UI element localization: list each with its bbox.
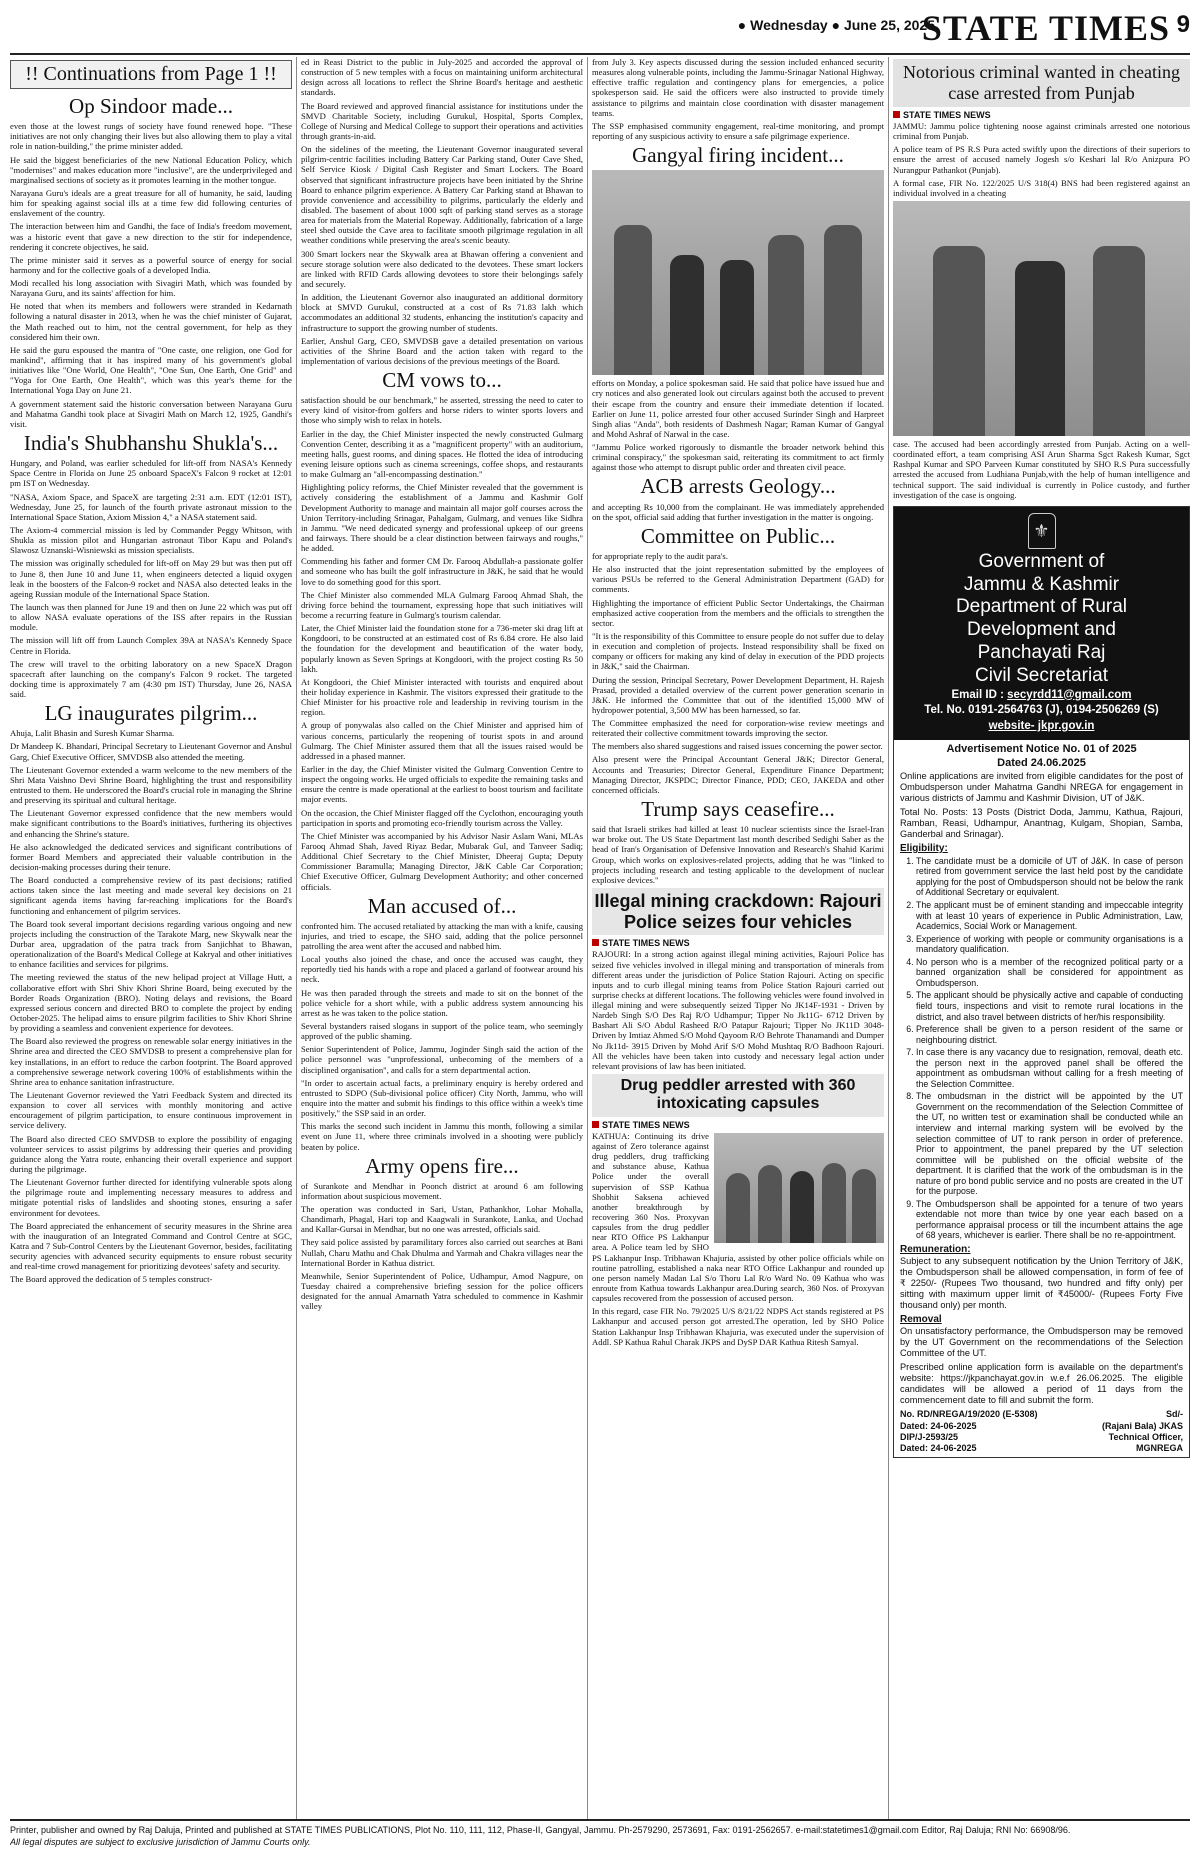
paragraph: Dr Mandeep K. Bhandari, Principal Secretary to Lieutenant Governor and Anshul Garg, Chief Executive Officer, SMVDSB also attended the meeting.	[10, 741, 292, 762]
headline-committee-public: Committee on Public...	[640, 523, 836, 548]
paragraph: The meeting reviewed the status of the new helipad project at Village Hutt, a collaborative effort with Shri Shiv Khori Shrine Board, being executed by the Border Roads Organization (BRO). Noting delays and revisions, the Board expressed serious concern and directed BRO to complete the project by ending October-2025. The helipad aims to ensure pilgrim facilities to Shiv Khori Shrine by providing a seamless and convenient experience for devotees.	[10, 972, 292, 1034]
ad-body	[894, 740, 1189, 1457]
paragraph: The prime minister said it serves as a powerful source of energy for social harmony and for the collective goals of a developed India.	[10, 254, 292, 275]
masthead	[10, 5, 1190, 55]
headline-illegal-mining: Illegal mining crackdown: Rajouri Police seizes four vehicles	[592, 888, 884, 935]
headline-acb-arrests: ACB arrests Geology...	[640, 474, 836, 499]
paragraph: case. The accused had been accordingly arrested from Punjab. Acting on a well-coordinated effort, a team comprising ASI Arun Sharma Sgct Rakesh Kumar, Sgct Rashpal Kumar and SPO Parveen Kumar constituted by SHO R.S Pura successfully arrested the accused from Ludhiana Punjab,with the help of human intelligence and technical support. The said individual is currently in Police custody, and further investigation of the case is ongoing.	[893, 438, 1190, 500]
paragraph: "In order to ascertain actual facts, a preliminary enquiry is hereby ordered and entrusted to SDPO (Sub-divisional police officer) City North, Jammu, who will enquire into the matter and submit his findings to this office within a week's time positively," the SSP said in an order.	[301, 1077, 583, 1119]
paragraph: The Board reviewed and approved financial assistance for institutions under the SMVD Charitable Society, including Gurukul, Hospital, Sports Complex, College of Nursing and Medical College to support their operations and activities through grants-in-aid.	[301, 100, 583, 141]
ad-application-form: Prescribed online application form is available on the department's website: https://jkpanchayat.gov.in w.e.f 26.06.2025. The eligible candidates will be allowed a period of 11 days from the commencement date to fill and submit the form.	[900, 1362, 1183, 1406]
ad-eligibility-heading: Eligibility:	[900, 842, 948, 854]
paragraph: He also instructed that the joint representation submitted by the employees of various PSUs be referred to the General Administration Department (GAD) for comments.	[592, 564, 884, 595]
list-item: 8. The ombudsman in the district will be appointed by the UT Government on the recommendation of the Selection Committee of the UT, no written test or examination shall be conducted while an interview and internal marking system will be evolved by the selection committee of UT to rank person in order of preference. Prior to appointment, the panel prepared by the UT selection committee will be published on the official website of the department. It is clarified that the work of the ombudsman is in the nature of pro bond public service and no posts are created in the UT for the purpose.	[916, 1091, 1183, 1196]
paragraph: During the session, Principal Secretary, Power Development Department, H. Rajesh Prasad, provided a detailed overview of the current power generation scenario in J&K. He informed the Committee that out of the identified 15,000 MW of hydropower potential, 3,500 MW has been harnessed, so far.	[592, 674, 884, 715]
headline-op-sindoor: Op Sindoor made...	[69, 94, 233, 118]
ad-remuneration-heading: Remuneration:	[900, 1243, 971, 1255]
paragraph: At Kongdoori, the Chief Minister interacted with tourists and enquired about their holiday experience in Kashmir. The visitors expressed their gratitude to the Chief Minister for his proactive role and leadership in reviving tourism in the region.	[301, 676, 583, 718]
paragraph: KATHUA: Continuing its drive against of Zero tolerance against drug peddlers, drug trafficking and substance abuse, Kathua Police under the overall supervision of SSP Kathua Shobhit Saksena achieved another breakthrough by recovering 360 Nos. Proxyvan capsules from the drug peddler near RTO Office PS Lakhanpur area. A Police team led by SHO PS Lakhanpur Insp. Tribhawan Khajuria, assisted by other police officials while on routine patrolling, established a naka near RTO Office Lakhanpur and rounded up one person namely Madan Lal S/o Thoru Lal R/o Ward No. 09 Kathua who was enroute from Kathua towards Lakhanpur area.During search, 360 Nos. of Proxyvan capsules recovered from the possession of accused person.	[592, 1130, 884, 1304]
paragraph: Several bystanders raised slogans in support of the police team, who seemingly approved of the public shaming.	[301, 1021, 583, 1042]
ad-signature-block: No. RD/NREGA/19/2020 (E-5308) Dated: 24-06-2025 DIP/J-2593/25 Dated: 24-06-2025 Sd/- (Rajani Bala) JKAS Technical Officer, MGNREGA	[900, 1409, 1183, 1454]
headline-drug-peddler: Drug peddler arrested with 360 intoxicating capsules	[592, 1074, 884, 1117]
paragraph: Earlier in the day, the Chief Minister visited the Gulmarg Convention Centre to inspect the ongoing works. He urged officials to expedite the remaining tasks and ensure the centre is made operational at the earliest to boost tourism and facilitate major events.	[301, 763, 583, 805]
paragraph: He said the guru espoused the mantra of "One caste, one religion, one God for mankind", affirming that it has inspired many of his government's global initiatives like "One World, One Health", "One Sun, One Earth, One Grid" and "Yoga for One Earth, One Health", which was this year's theme for the International Yoga Day on June 21.	[10, 344, 292, 396]
paragraph: Hungary, and Poland, was earlier scheduled for lift-off from NASA's Kennedy Space Centre in Florida on June 25 onboard SpaceX's Falcon 9 rocket at 12:01 pm IST on Wednesday.	[10, 458, 292, 489]
paragraph: The Lieutenant Governor further directed for identifying vulnerable spots along the pilgrimage route and implementing necessary measures to address and mitigate potential risks of landslides and shooting stones, ensuring a safer environment for devotees.	[10, 1177, 292, 1218]
headline-cm-vows: CM vows to...	[382, 368, 502, 393]
police-group-photo	[592, 170, 884, 375]
paragraph: "NASA, Axiom Space, and SpaceX are targeting 2:31 a.m. EDT (12:01 IST), Wednesday, June 25, for launch of the fourth private astronaut mission to the International Space Station, Axiom Mission 4," a NASA statement said.	[10, 491, 292, 522]
byline: STATE TIMES NEWS	[592, 1120, 884, 1130]
paragraph: The Board took several important decisions regarding various ongoing and new projects including the construction of the Tarakote Marg, new Skywalk near the Durbar area, upgradation of the patra track from Sanjichhat to Bhawan, operationalization of the Board's Medical College at Kakryal and other initiatives to enhance facilities and services for pilgrims.	[10, 918, 292, 970]
jurisdiction-line: All legal disputes are subject to exclusive jurisdiction of Jammu Courts only.	[10, 1837, 311, 1848]
paragraph: In this regard, case FIR No. 79/2025 U/S 8/21/22 NDPS Act stands registered at PS Lakhanpur and accused person got arrested.The operation, led by SHO Police Station Lakhanpur Insp Tribhawan Khajuria, was executed under the supervision of Addl. SP Kathua Rahul Charak JKPS and DySP DAR Kathua Ritesh Samyal.	[592, 1306, 884, 1347]
national-emblem-icon: ⚜	[1028, 513, 1056, 549]
paragraph: The members also shared suggestions and raised issues concerning the power sector.	[592, 741, 883, 752]
paragraph: confronted him. The accused retaliated by attacking the man with a knife, causing injuries, and tried to escape, the SHO said, adding that the police personnel patrolling the area went after the accused and nabbed him.	[301, 920, 583, 952]
paragraph: The operation was conducted in Sari, Ustan, Pathankhor, Lohar Mohalla, Chandimarh, Phagal, Hari top and Kaagwali in Surankote, Lanka, and Uochad and Kallar-Gursai in Mendhar, but no one was arrested, officials said.	[301, 1204, 583, 1235]
list-item: 2. The applicant must be of eminent standing and impeccable integrity with at least 10 years of experience in Public Administration, Law, Academics, Social Work or Management.	[916, 900, 1183, 932]
headline-lg-inaugurates: LG inaugurates pilgrim...	[44, 701, 258, 726]
ad-posts: Total No. Posts: 13 Posts (District Doda, Jammu, Kathua, Rajouri, Ramban, Reasi, Udhampur, Anantnag, Kulgam, Shopian, Samba, Ganderbal and Srinagar).	[900, 806, 1183, 839]
paragraph: "It is the responsibility of this Committee to ensure people do not suffer due to delay in execution and completion of projects. Instead responsibility shall be fixed on company or officers for making any kind of delay in execution of the PDD projects in J&K," said the Chairman.	[592, 630, 884, 672]
column-1	[10, 57, 292, 1820]
page-number: 9	[1176, 11, 1190, 38]
paragraph: The Board conducted a comprehensive review of its past decisions; ratified actions taken since the last meeting and made several key decisions on 21 significant agenda items having far-reaching implications for the Board's functioning and enhancement of pilgrim services.	[10, 875, 292, 916]
paragraph: The Axiom-4 commercial mission is led by Commander Peggy Whitson, with Shukla as mission pilot and Hungarian astronaut Tibor Kapu and Poland's Slawosz Uznanski-Wisniewski as mission specialists.	[10, 524, 292, 556]
paragraph: Meanwhile, Senior Superintendent of Police, Udhampur, Amod Nagpure, on Tuesday chaired a comprehensive briefing session for the police officers designated for the annual Amarnath Yatra scheduled to commence in Kashmir valley	[301, 1270, 583, 1312]
paragraph: Modi recalled his long association with Sivagiri Math, which was founded by Narayana Guru, and its saints' affection for him.	[10, 278, 292, 299]
headline-gangyal-firing: Gangyal firing incident...	[632, 143, 844, 168]
eligibility-list	[900, 856, 1183, 1241]
ad-removal: On unsatisfactory performance, the Ombudsperson may be removed by the UT Government on the recommendations of the Selection Committee of the UT.	[900, 1326, 1183, 1359]
paragraph: of Surankote and Mendhar in Poonch district at around 6 am following information about suspicious movement.	[301, 1180, 583, 1201]
paragraph: Highlighting policy reforms, the Chief Minister revealed that the government is actively considering the establishment of a Jammu and Kashmir Golf Development Authority to manage and maintain all major golf courses across the Union Territory-including Srinagar, Pahalgam, Gulmarg, and venues like Sidhra in Jammu. "We need dedicated synergy and professional upkeep of our greens and fairways. There should be a clear distinction between fairways and roughs," he added.	[301, 482, 583, 554]
ad-telephone: Tel. No. 0191-2564763 (J), 0194-2506269 (S)	[924, 704, 1159, 717]
paragraph: The interaction between him and Gandhi, the face of India's freedom movement, was a historic event that gave a new direction to the stir for independence, rendering it concrete objectives, he said.	[10, 221, 292, 252]
paragraph: The Lieutenant Governor reviewed the Yatri Feedback System and directed its expansion to cover all services with monthly monitoring and active encouragement of pilgrim participation, to ensure continuous improvement in service delivery.	[10, 1089, 292, 1131]
ad-removal-heading: Removal	[900, 1314, 942, 1326]
paragraph: The mission will lift off from Launch Complex 39A at NASA's Kennedy Space Centre in Florida.	[10, 635, 292, 656]
column-divider	[587, 57, 588, 1820]
paragraph: The Lieutenant Governor expressed confidence that the new members would make significant contributions to the Board's initiatives, furthering its objectives and enhancing the Shrine's stature.	[10, 808, 292, 839]
paragraph: A formal case, FIR No. 122/2025 U/S 318(4) BNS had been registered against an individual involved in a cheating	[893, 177, 1190, 198]
column-4	[893, 57, 1190, 1820]
paragraph: The Chief Minister also commended MLA Gulmarg Farooq Ahmad Shah, the driving force behind the tournament, expressing hope that such initiatives will become a recurring feature in Gulmarg's tourism calendar.	[301, 589, 583, 620]
paragraph: Also present were the Principal Accountant General J&K; Director General, Accounts and Treasuries; Director General, Expenditure Finance Department; Managing Director, JKSPDC; Director Finance, PDD; CEO, JAKEDA and other concerned officials.	[592, 754, 884, 795]
paragraph: even those at the lowest rungs of society have found renewed hope. "These initiatives are not only changing their lives but also allowing them to play a vital role in nation-building," the prime minister added.	[10, 121, 292, 152]
list-item: 5. The applicant should be physically active and capable of conducting field tours, inspections and visit to remote rural locations in the district, and also travel between districts of her/his responsibility.	[916, 990, 1183, 1022]
list-item: 1. The candidate must be a domicile of UT of J&K. In case of person retired from government service the last held post by the candidate applying for the post of Ombudsperson should not be below the rank of Additional Secretary or equivalent.	[916, 856, 1183, 898]
paragraph: The SSP emphasised community engagement, real-time monitoring, and prompt reporting of any suspicious activity to ensure a safe pilgrimage experience.	[592, 120, 884, 141]
paragraph: The Committee emphasized the need for corporation-wise review meetings and reiterated their collective commitment towards improving the sector.	[592, 718, 884, 739]
paragraph: In addition, the Lieutenant Governor also inaugurated an additional dormitory block at SMVD Gurukul, constructed at a cost of Rs 71.83 lakh which accommodates an additional 32 students, enhancing the institution's capacity and infrastructure to support the growing number of students.	[301, 292, 583, 333]
paragraph: Ahuja, Lalit Bhasin and Suresh Kumar Sharma.	[10, 728, 175, 739]
paragraph: They said police assisted by paramilitary forces also carried out searches at Bani Nullah, Charu Mathu and Chak Dhulma and Yarmah and Chakra villages near the International Border in Kathua district.	[301, 1237, 583, 1268]
accused-with-police-photo	[893, 201, 1190, 436]
ad-remuneration: Subject to any subsequent notification by the Union Territory of J&K, the Ombudsperson shall be allowed compensation, in form of fee of ₹ 2250/- (Rupees Two thousand, two hundred and fifty only) per sitting with maximum upper limit of ₹45000/- (Rupees Forty Five thousand only) per month.	[900, 1255, 1183, 1311]
continuations-banner: !! Continuations from Page 1 !!	[10, 60, 292, 89]
issue-date: ● Wednesday ● June 25, 2025	[737, 17, 935, 33]
paragraph: "Jammu Police worked rigorously to dismantle the broader network behind this criminal conspiracy," the spokesman said, reiterating its commitment to act firmly against those who attempt to disrupt public order and threaten civil peace.	[592, 442, 884, 473]
paragraph: The Board approved the dedication of 5 temples construct-	[10, 1274, 213, 1285]
paragraph: He also acknowledged the dedicated services and significant contributions of former Board Members and appreciated their valuable contribution in the decision-making processes during their tenure.	[10, 841, 292, 872]
paragraph: and accepting Rs 10,000 from the complainant. He was immediately apprehended on the spot, official said adding that further investigation in the matter is ongoing.	[592, 501, 884, 522]
paragraph: A government statement said the historic conversation between Narayana Guru and Mahatma Gandhi took place at Sivagiri Math on March 12, 1925, Gandhi's visit.	[10, 398, 292, 429]
paragraph: Senior Superintendent of Police, Jammu, Joginder Singh said the action of the police personnel was "unprofessional, unbecoming of the members of a disciplined organisation", and calls for a stern departmental action.	[301, 1044, 583, 1075]
paragraph: Highlighting the importance of efficient Public Sector Undertakings, the Chairman emphasized active cooperation from the members and the officials to strengthen the sector.	[592, 597, 884, 628]
paragraph: The mission was originally scheduled for lift-off on May 29 but was then put off to June 8, then June 10 and June 11, when engineers detected a liquid oxygen leak in the boosters of the Falcon-9 rocket and NASA also detected leaks in the ageing Russian module of the International Space Station.	[10, 558, 292, 599]
paragraph: Commending his father and former CM Dr. Farooq Abdullah-a passionate golfer and someone who has built the golf infrastructure in J&K, he said that he would love to do something good for this sport.	[301, 556, 583, 587]
paragraph: Local youths also joined the chase, and once the accused was caught, they reportedly tied his hands with a rope and placed a garland of footwear around his neck.	[301, 954, 583, 985]
headline-notorious-criminal: Notorious criminal wanted in cheating case arrested from Punjab	[893, 59, 1190, 107]
paragraph: Earlier in the day, the Chief Minister inspected the newly constructed Gulmarg Convention Center, describing it as a "magnificent property" with an auditorium, meeting halls, guest rooms, and dining spaces. He flotted the idea of introducing evening leisure options such as cinema screenings, coffee shops, and restaurants to make Gulmarg an "all-encompassing destination."	[301, 428, 583, 480]
list-item: 6. Preference shall be given to a person resident of the same or neighbouring district.	[916, 1024, 1183, 1045]
ad-header: ⚜ Government of Jammu & Kashmir Department of Rural Development and Panchayati Raj Civil Secretariat Email ID : secyrdd11@gmail.com Tel. No. 0191-2564763 (J), 0194-2506269 (S) website- jkpr.gov.in	[894, 507, 1189, 740]
paragraph: satisfaction should be our benchmark," he asserted, stressing the need to cater to every kind of visitor-from golfers and horse riders to winter sports lovers and those who simply wish to relax in hotels.	[301, 395, 583, 426]
paragraph: A police team of PS R.S Pura acted swiftly upon the directions of their superiors to ensure the arrest of accused namely Jogesh s/o Keshari lal R/o Anizpura PO Nurangpur Pathankot (Punjab).	[893, 144, 1190, 175]
headline-trump-ceasefire: Trump says ceasefire...	[641, 797, 835, 822]
paragraph: This marks the second such incident in Jammu this month, following a similar event on June 11, where three criminals involved in a shooting were publicly beaten by police.	[301, 1121, 583, 1152]
paragraph: A group of ponywalas also called on the Chief Minister and apprised him of various concerns, particularly the reopening of tourist spots in and around Gulmarg. The Chief Minister assured them that all the issues raised would be addressed in a phased manner.	[301, 720, 583, 761]
column-3	[592, 57, 884, 1820]
ad-notice-number: Advertisement Notice No. 01 of 2025	[946, 743, 1137, 756]
paragraph: Earlier, Anshul Garg, CEO, SMVDSB gave a detailed presentation on various activities of the Shrine Board and the action taken with regard to the implementation of various decisions of the previous meetings of the Board.	[301, 335, 583, 366]
paragraph: He said the biggest beneficiaries of the new National Education Policy, which "modernises" and makes education more "inclusive", are the underprivileged and marginalised sections of society as it promotes learning in the mother tongue.	[10, 154, 292, 185]
headline-shubhanshu-shukla: India's Shubhanshu Shukla's...	[23, 431, 279, 456]
ad-email: Email ID : secyrdd11@gmail.com	[951, 688, 1132, 701]
list-item: 9. The Ombudsperson shall be appointed for a tenure of two years extendable not more than twice by one year each based on a performance appraisal process or till the incumbent attains the age of 68 years, whichever is earlier. There shall be no re-appointment.	[916, 1199, 1183, 1241]
paragraph: The Board also directed CEO SMVDSB to explore the possibility of engaging volunteer services to assist pilgrims by addressing their queries and providing guidance along the Yatra route, enhancing their overall experience and support during the pilgrimage.	[10, 1133, 292, 1174]
newspaper-page	[10, 5, 1190, 1864]
paragraph: for appropriate reply to the audit para's.	[592, 550, 728, 561]
list-item: 3. Experience of working with people or community organisations is a mandatory qualification.	[916, 934, 1183, 955]
column-2	[301, 57, 583, 1820]
column-divider	[296, 57, 297, 1820]
paragraph: The launch was then planned for June 19 and then on June 22 which was put off to allow NASA evaluate operations of the ISS after repairs in the Russian module.	[10, 601, 292, 633]
paragraph: The Board appreciated the enhancement of security measures in the Shrine area with the inauguration of an Integrated Command and Control Centre at SGC, Katra and 7 Sub-Control Centers by the Lieutenant Governor, besides, facilitating security agencies with advanced security equipments to ensure robust security and real-time crowd management for prioritizing devotees' safety and security.	[10, 1220, 292, 1272]
paragraph: Later, the Chief Minister laid the foundation stone for a 736-meter ski drag lift at Kongdoori, to be constructed at an estimated cost of Rs 6.84 crore. He also laid the foundation for the development and beautification of the water body, popularly known as Seven Springs at Kongdoori, with the project costing Rs 50 lakh.	[301, 623, 583, 674]
paragraph: JAMMU: Jammu police tightening noose against criminals arrested one notorious criminal from Punjab.	[893, 121, 1190, 142]
list-item: 7. In case there is any vacancy due to resignation, removal, death etc. the person next in the approved panel shall be offered the appointment as ombudsman without calling for a fresh meeting of the Selection Committee.	[916, 1047, 1183, 1089]
government-advertisement	[893, 506, 1190, 1459]
paragraph: The Board also reviewed the progress on renewable solar energy initiatives in the Shrine area and directed the CEO SMVDSB to present a comprehensive plan for key installations, in an effort to reduce the carbon footprint. The Board approved a comprehensive sewerage network covering 100% of establishments within the Shrine area to enhance sanitation infrastructure.	[10, 1036, 292, 1087]
paragraph: RAJOURI: In a strong action against illegal mining activities, Rajouri Police has seized five vehicles involved in illegal mining and transportation of minerals from different areas under the jurisdiction of Police Station Rajouri. Acting on specific inputs and to curb illegal mining teams from Police Station Rajouri carried out surprise checks at different locations. The following vehicles were found involved in illegal mining and were subsequently seized Tipper No JK14F-1931 - Driven by Nardeb Singh S/O Des Raj R/O Udhampur; Tipper No Jk11G- 6712 Driven by Bashart Ali S/O Abdul Rasheed R/O Patapur Rajouri; Tipper No JK11D 3048-Driven by Imtiaz Ahmed S/O Mohd Qayoom R/O Behrote Thanamandi and Dumper No Jk11d- 3915 Driven by Mohd Arif S/O Mohd Mushtaq R/O Badhoon Rajouri. All the vehicles have been taken into custody and necessary legal action under relevant provisions of law has been initiated.	[592, 949, 884, 1071]
headline-army-opens-fire: Army opens fire...	[365, 1153, 519, 1178]
list-item: 4. No person who is a member of the recognized political party or a banned organization shall be considered for appointment as Ombudsperson.	[916, 957, 1183, 989]
byline: STATE TIMES NEWS	[592, 938, 884, 948]
arrest-photo	[714, 1133, 884, 1243]
imprint-line: Printer, publisher and owned by Raj Daluja, Printed and published at STATE TIMES PUBLICATIONS, Plot No. 110, 111, 112, Phase-II, Gangyal, Jammu. Ph-2579290, 2573691, Fax: 0191-2562657. e-mail:statetimes1@gmail.com Editor, Raj Daluja; RNI No: 66908/96.	[10, 1825, 1071, 1835]
ad-notice-date: Dated 24.06.2025	[997, 756, 1086, 769]
paragraph: efforts on Monday, a police spokesman said. He said that police have issued hue and cry notices and also generated look out circulars against both the accused to prevent their escape from the country and ensure their immediate detention if located. Earlier on June 11, police arrested four other accused Surinder Singh and Harpreet Singh alias "Anda", both residents of Dashmesh Nagar; Raman Kumar of Gangyal and Mohd Ashraf of Narwal in the case.	[592, 378, 884, 439]
paragraph: ed in Reasi District to the public in July-2025 and accorded the approval of construction of 5 new temples with a focus on maintaining uniform architectural design across all locations to reflect the Shrine Board's heritage and aesthetic standards.	[301, 57, 583, 98]
imprint-footer	[10, 1819, 1190, 1864]
paragraph: He was then paraded through the streets and made to sit on the bonnet of the police vehicle for a short while, with a public address system announcing his arrest as he was taken to the police station.	[301, 987, 583, 1018]
paragraph: On the occasion, the Chief Minister flagged off the Cyclothon, encouraging youth participation in sports and promoting eco-friendly tourism across the Valley.	[301, 807, 583, 828]
paragraph: The crew will travel to the orbiting laboratory on a new SpaceX Dragon spacecraft after launching on the company's Falcon 9 rocket. The targeted docking time is approximately 7 am (4:30 pm IST) Thursday, June 26, NASA said.	[10, 658, 292, 700]
headline-man-accused: Man accused of...	[367, 893, 517, 918]
paragraph: He noted that when its members and followers were stranded in Kedarnath following a natural disaster in 2013, when he was the chief minister of Gujarat, the Math reached out to him, not the central government, for help as they considered him their own.	[10, 301, 292, 342]
ad-intro: Online applications are invited from eligible candidates for the post of Ombudsperson under Mahatma Gandhi NREGA for engagement in various districts of Jammu and Kashmir Division, UT of J&K.	[900, 770, 1183, 803]
brand-logo: STATE TIMES	[921, 8, 1170, 48]
paragraph: Narayana Guru's ideals are a great treasure for all of humanity, he said, lauding him for speaking against social ills at a time few did following centuries of enslavement of the country.	[10, 187, 292, 219]
byline: STATE TIMES NEWS	[893, 110, 1190, 120]
ad-website: website- jkpr.gov.in	[988, 719, 1095, 732]
paragraph: 300 Smart lockers near the Skywalk area at Bhawan offering a convenient and secure storage solution were also dedicated to the devotees. These smart lockers are linked with RFID Cards allowing devotees to store their belongings safely and securely.	[301, 248, 583, 289]
paragraph: from July 3. Key aspects discussed during the session included enhanced security measures along vulnerable points, including the Jammu-Srinagar National Highway, effective traffic regulation and contingency plans for emergencies, a police spokesperson said. He said the officers were also instructed to provide timely assistance to pilgrims and maintain close coordination with disaster management teams.	[592, 57, 884, 118]
paragraph: On the sidelines of the meeting, the Lieutenant Governor inaugurated several pilgrim-centric facilities including Battery Car Parking stand, Outer Cave Shed, Self Service Kiosk / Digital Cash Register and Smart Lockers. The Board observed that significant infrastructure projects have been initiated by the Shrine Board to enhance pilgrim experience. A Battery Car Parking stand at Bhawan to provide convenience and accessibility to pilgrims, particularly the elderly and disabled. The basement of about 1000 sqft of parking stand serves as a storage area for materials from the Material Ropeway. Additionally, fabrication of a large steel shed outside the Cave area to facilitate smooth pilgrimage regulation in all weather conditions while preserving the area's scenic beauty.	[301, 144, 583, 246]
paragraph: said that Israeli strikes had killed at least 10 nuclear scientists since the Israel-Iran war broke out. The US State Department last month described Sedighi Saber as the head of Iran's Organisation of Defensive Innovation and Research's Shahid Karimi Group, which works on explosives-related projects, adding that he was "linked to projects including research and testing applicable to the development of nuclear explosive devices."	[592, 824, 884, 885]
paragraph: The Chief Minister was accompanied by his Advisor Nasir Aslam Wani, MLAs Farooq Ahmad Shah, Javed Riyaz Bedar, Mubarak Gul, and Tanveer Sadiq; Additional Chief Secretary to the Chief Minister, Dheeraj Gupta; Deputy Commissioner Baramulla; Managing Director, J&K Cable Car Corporation; Chief Executive Officer, Gulmarg Development Authority; and other concerned officials.	[301, 830, 583, 892]
paragraph: The Lieutenant Governor extended a warm welcome to the new members of the Shri Mata Vaishno Devi Shrine Board, highlighting the trust and responsibility entrusted to them. He underscored the Board's crucial role in managing the Shrine and preserving its spiritual and cultural heritage.	[10, 764, 292, 806]
column-divider	[888, 57, 889, 1820]
